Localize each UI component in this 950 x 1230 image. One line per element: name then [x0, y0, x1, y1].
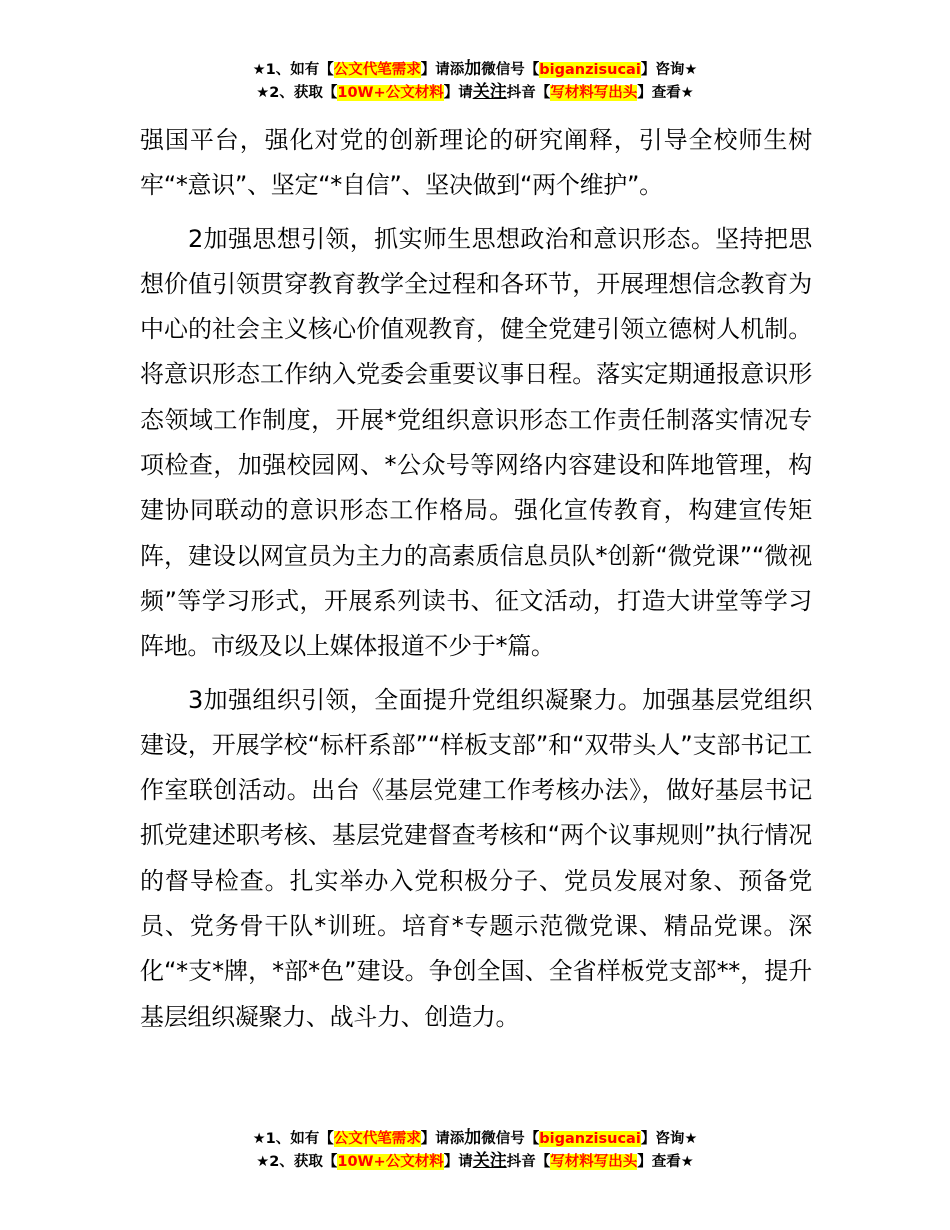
- banner-text: 微信号【: [481, 62, 540, 78]
- document-body: [140, 118, 812, 1040]
- footer-banner: [0, 1127, 950, 1173]
- banner-text: 】请: [443, 1154, 473, 1170]
- banner-highlight-service: 公文代笔需求: [333, 62, 421, 78]
- banner-text: ★2、获取【: [256, 85, 338, 101]
- banner-text: 】请添: [420, 62, 465, 78]
- banner-line-2: [0, 1150, 950, 1173]
- banner-highlight-wechat-id: biganzisucai: [539, 62, 641, 78]
- banner-text: 】请添: [420, 1131, 465, 1147]
- banner-highlight-douyin: 写材料写出头: [550, 1154, 638, 1170]
- banner-line-2: [0, 81, 950, 104]
- banner-text-emphasis: 关注: [472, 82, 507, 102]
- banner-line-1: [0, 58, 950, 81]
- banner-text-emphasis: 加: [464, 59, 482, 79]
- banner-highlight-douyin: 写材料写出头: [550, 85, 638, 101]
- banner-text: ★2、获取【: [256, 1154, 338, 1170]
- banner-line-1: [0, 1127, 950, 1150]
- banner-text: 抖音【: [506, 85, 551, 101]
- banner-highlight-wechat-id: biganzisucai: [539, 1131, 641, 1147]
- paragraph-ideological-guidance: 2加强思想引领，抓实师生思想政治和意识形态。坚持把思想价值引领贯穿教育教学全过程和各环节，开展理想信念教育为中心的社会主义核心价值观教育，健全党建引领立德树人机制。将意识形态工作纳入党委会重要议事日程。落实定期通报意识形态领域工作制度，开展*党组织意识形态工作责任制落实情况专项检查，加强校园网、*公众号等网络内容建设和阵地管理，构建协同联动的意识形态工作格局。强化宣传教育，构建宣传矩阵，建设以网宣员为主力的高素质信息员队*创新“微党课”“微视频”等学习形式，开展系列读书、征文活动，打造大讲堂等学习阵地。市级及以上媒体报道不少于*篇。: [140, 224, 812, 661]
- banner-text: 微信号【: [481, 1131, 540, 1147]
- banner-text: 】查看★: [637, 1154, 694, 1170]
- banner-text: ★1、如有【: [252, 62, 334, 78]
- banner-text: ★1、如有【: [252, 1131, 334, 1147]
- banner-highlight-materials: 10W+公文材料: [337, 85, 444, 101]
- banner-text: 抖音【: [506, 1154, 551, 1170]
- banner-highlight-materials: 10W+公文材料: [337, 1154, 444, 1170]
- banner-text-emphasis: 关注: [472, 1151, 507, 1171]
- banner-text: 】查看★: [637, 85, 694, 101]
- banner-text: 】咨询★: [640, 1131, 698, 1147]
- banner-text: 】请: [443, 85, 473, 101]
- header-banner: [0, 58, 950, 104]
- banner-highlight-service: 公文代笔需求: [333, 1131, 421, 1147]
- paragraph-organizational-guidance: 3加强组织引领，全面提升党组织凝聚力。加强基层党组织建设，开展学校“标杆系部”“样板支部”和“双带头人”支部书记工作室联创活动。出台《基层党建工作考核办法》，做好基层书记抓党建述职考核、基层党建督查考核和“两个议事规则”执行情况的督导检查。扎实举办入党积极分子、党员发展对象、预备党员、党务骨干队*训班。培育*专题示范微党课、精品党课。深化“*支*牌，*部*色”建设。争创全国、全省样板党支部**，提升基层组织凝聚力、战斗力、创造力。: [140, 685, 812, 1031]
- banner-text: 】咨询★: [640, 62, 698, 78]
- banner-text-emphasis: 加: [464, 1128, 482, 1148]
- paragraph-continuation: 强国平台，强化对党的创新理论的研究阐释，引导全校师生树牢“*意识”、坚定“*自信”、坚决做到“两个维护”。: [140, 126, 812, 200]
